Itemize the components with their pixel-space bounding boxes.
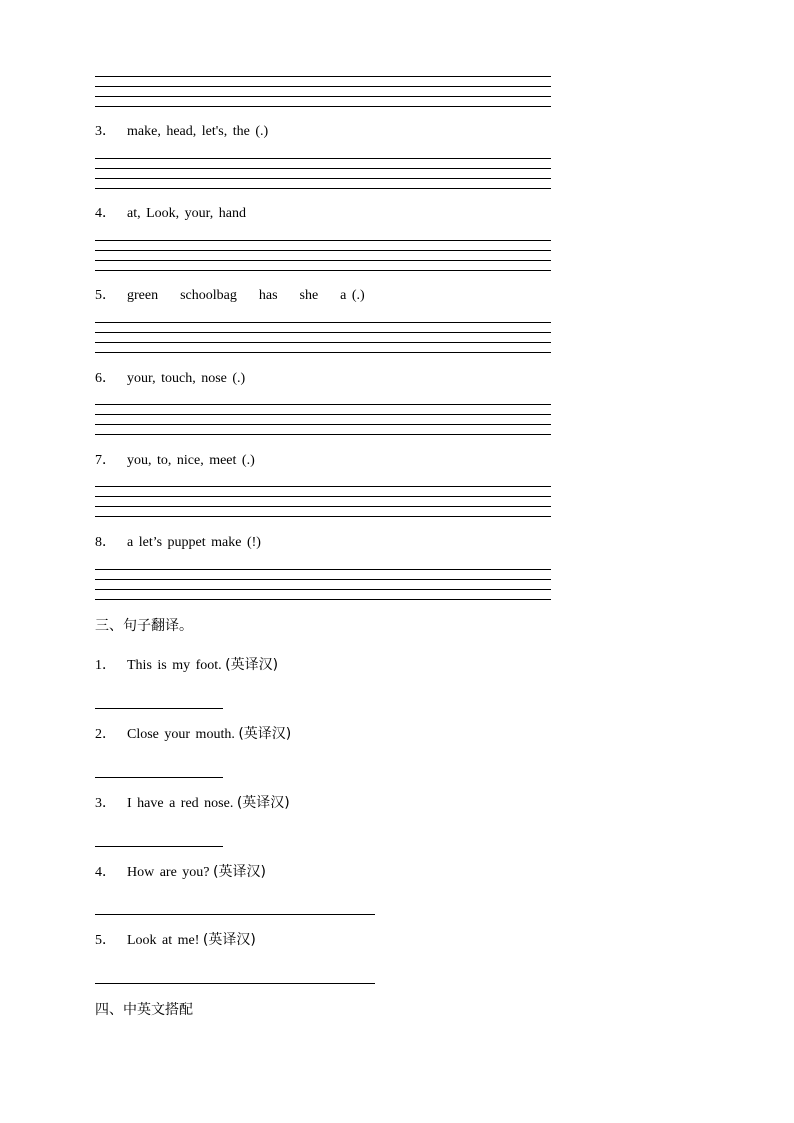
item-instruction: (英译汉) — [213, 864, 266, 880]
translation-item-5 — [95, 931, 256, 950]
grid-line — [95, 569, 551, 570]
grid-line — [95, 496, 551, 497]
answer-line-3[interactable] — [95, 846, 223, 847]
writing-grid-5[interactable] — [95, 322, 551, 354]
translation-item-4 — [95, 863, 266, 882]
grid-line — [95, 86, 551, 87]
grid-line — [95, 599, 551, 600]
item-words: green schoolbag has she a (.) — [127, 288, 365, 303]
item-number: 2． — [95, 727, 116, 742]
item-sentence: Look at me! — [127, 933, 200, 948]
grid-line — [95, 506, 551, 507]
grid-line — [95, 188, 551, 189]
grid-line — [95, 414, 551, 415]
grid-line — [95, 424, 551, 425]
item-number: 4． — [95, 206, 116, 221]
translation-item-2 — [95, 725, 291, 744]
section-title-translation: 三、句子翻译。 — [95, 618, 193, 634]
unscramble-item-5 — [95, 287, 365, 305]
translation-item-3 — [95, 794, 290, 813]
answer-line-4[interactable] — [95, 914, 375, 915]
grid-line — [95, 106, 551, 107]
grid-line — [95, 168, 551, 169]
item-number: 7． — [95, 453, 116, 468]
grid-line — [95, 516, 551, 517]
item-sentence: How are you? — [127, 865, 210, 880]
writing-grid-8[interactable] — [95, 569, 551, 601]
writing-grid-3[interactable] — [95, 158, 551, 190]
grid-line — [95, 322, 551, 323]
item-number: 1． — [95, 658, 116, 673]
answer-line-2[interactable] — [95, 777, 223, 778]
writing-grid-6[interactable] — [95, 404, 551, 436]
unscramble-item-6 — [95, 370, 245, 388]
unscramble-item-3 — [95, 123, 268, 141]
writing-grid-top[interactable] — [95, 76, 551, 108]
item-instruction: (英译汉) — [225, 657, 279, 673]
item-number: 4． — [95, 865, 116, 880]
grid-line — [95, 158, 551, 159]
item-number: 6． — [95, 371, 116, 386]
section-title-matching: 四、中英文搭配 — [95, 1002, 193, 1018]
grid-line — [95, 434, 551, 435]
item-number: 3． — [95, 796, 116, 811]
grid-line — [95, 342, 551, 343]
item-number: 3． — [95, 124, 116, 139]
grid-line — [95, 404, 551, 405]
item-instruction: (英译汉) — [236, 795, 290, 811]
grid-line — [95, 486, 551, 487]
unscramble-item-7 — [95, 452, 255, 470]
item-sentence: I have a red nose. — [127, 796, 234, 811]
grid-line — [95, 76, 551, 77]
answer-line-1[interactable] — [95, 708, 223, 709]
item-sentence: Close your mouth. — [127, 727, 235, 742]
item-sentence: This is my foot. — [127, 658, 222, 673]
writing-grid-4[interactable] — [95, 240, 551, 272]
grid-line — [95, 270, 551, 271]
item-number: 8． — [95, 535, 116, 550]
grid-line — [95, 579, 551, 580]
item-words: make, head, let's, the (.) — [127, 124, 269, 139]
item-number: 5． — [95, 933, 116, 948]
item-words: at, Look, your, hand — [127, 206, 246, 221]
grid-line — [95, 260, 551, 261]
item-words: a let’s puppet make (!) — [127, 535, 261, 550]
answer-line-5[interactable] — [95, 983, 375, 984]
item-words: your, touch, nose (.) — [127, 371, 246, 386]
item-instruction: (英译汉) — [238, 726, 292, 742]
translation-item-1 — [95, 656, 278, 675]
grid-line — [95, 240, 551, 241]
grid-line — [95, 250, 551, 251]
grid-line — [95, 589, 551, 590]
grid-line — [95, 352, 551, 353]
grid-line — [95, 178, 551, 179]
grid-line — [95, 96, 551, 97]
unscramble-item-4 — [95, 205, 246, 223]
grid-line — [95, 332, 551, 333]
unscramble-item-8 — [95, 534, 261, 552]
item-number: 5． — [95, 288, 116, 303]
item-instruction: (英译汉) — [202, 932, 256, 948]
item-words: you, to, nice, meet (.) — [127, 453, 255, 468]
writing-grid-7[interactable] — [95, 486, 551, 518]
